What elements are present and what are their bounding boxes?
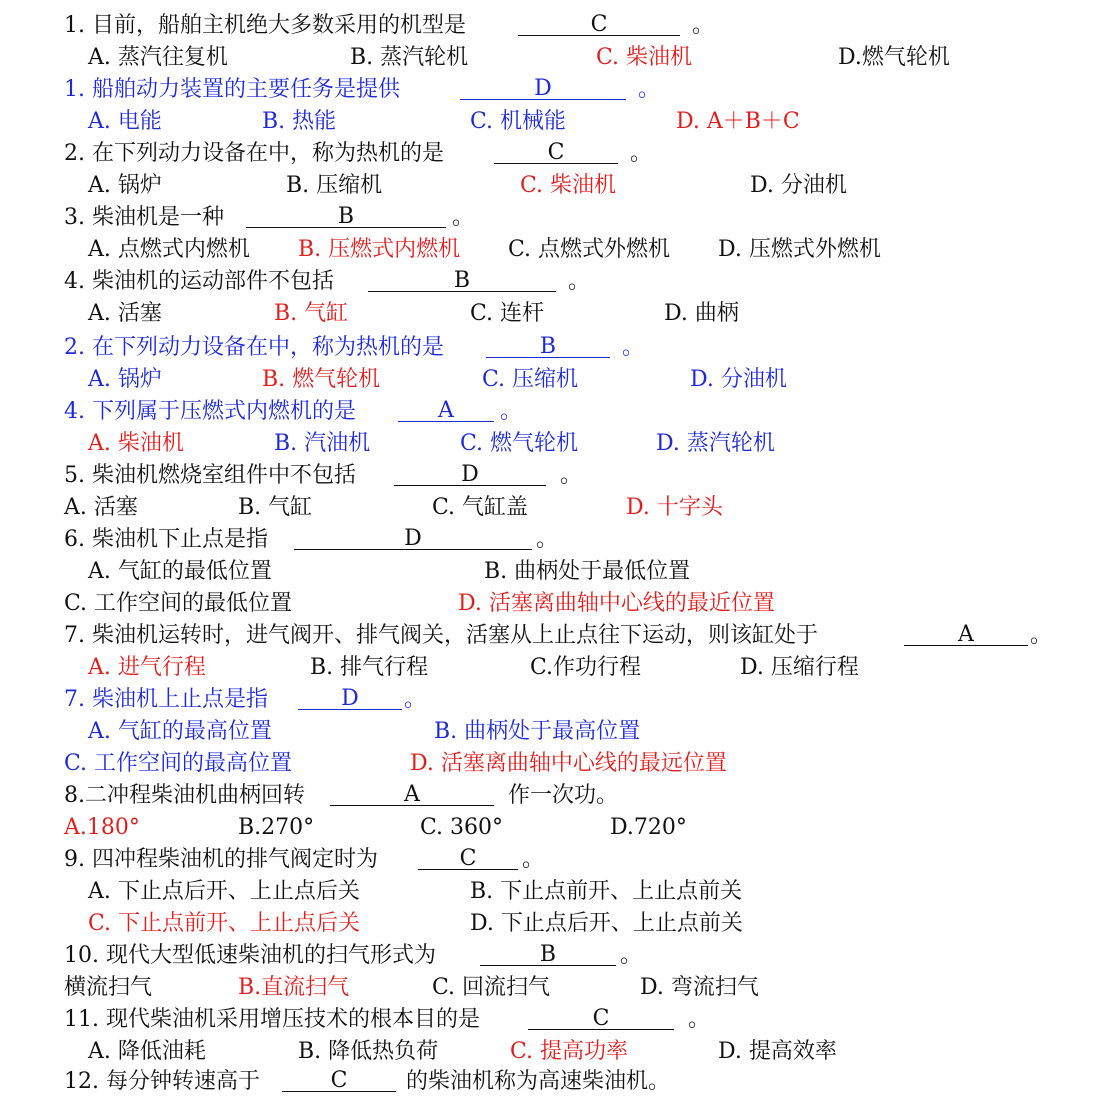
question-end: 。 [622,335,645,360]
question-end: 。 [536,527,559,552]
option: A. 锅炉 [88,173,162,198]
question-stem: 4. 下列属于压燃式内燃机的是 [64,399,356,424]
options-row [0,716,1100,748]
option-correct: C. 柴油机 [596,45,693,70]
question-row [0,940,1100,972]
question-stem: 2. 在下列动力设备在中，称为热机的是 [64,141,444,166]
options-row [0,364,1100,396]
option: B. 排气行程 [310,655,429,680]
question-row [0,684,1100,716]
option: C. 压缩机 [482,367,579,392]
options-row [0,652,1100,684]
option: D. 曲柄 [664,301,739,326]
option-correct: C. 下止点前开、上止点后关 [88,911,361,936]
question-row [0,524,1100,556]
answer-blank: B [480,940,616,966]
answer-blank: D [394,460,546,486]
answer-blank: D [460,74,626,100]
option: C. 燃气轮机 [460,431,579,456]
question-row [0,620,1100,652]
question-stem: 9. 四冲程柴油机的排气阀定时为 [64,847,378,872]
options-row [0,170,1100,202]
question-stem: 12. 每分钟转速高于 [64,1069,260,1094]
question-end: 。 [404,687,427,712]
question-stem: 3. 柴油机是一种 [64,205,224,230]
option: D.720° [610,815,687,840]
options-row [0,748,1100,780]
question-row [0,396,1100,428]
answer-blank: D [294,524,532,550]
question-end: 。 [452,205,475,230]
option-correct: A.180° [64,815,140,840]
question-end: 。 [630,141,653,166]
option: C. 连杆 [470,301,545,326]
options-row [0,876,1100,908]
option: C. 工作空间的最高位置 [64,751,293,776]
option: D. 弯流扫气 [640,975,759,1000]
option: D. 分油机 [750,173,847,198]
question-end: 的柴油机称为高速柴油机。 [406,1069,671,1094]
option: C. 点燃式外燃机 [508,237,671,262]
answer-blank: A [904,620,1028,646]
option: D. 提高效率 [718,1039,837,1064]
question-stem: 10. 现代大型低速柴油机的扫气形式为 [64,943,436,968]
option-correct: B. 压燃式内燃机 [298,237,461,262]
option: B. 降低热负荷 [298,1039,439,1064]
option: C. 360° [420,815,504,840]
option-correct: B. 燃气轮机 [262,367,381,392]
question-stem: 2. 在下列动力设备在中，称为热机的是 [64,335,444,360]
question-stem: 11. 现代柴油机采用增压技术的根本目的是 [64,1007,480,1032]
option: A. 气缸的最高位置 [88,719,272,744]
option: D. 压燃式外燃机 [718,237,881,262]
option-correct: B. 气缸 [274,301,349,326]
option: B. 曲柄处于最低位置 [484,559,691,584]
options-row [0,106,1100,138]
options-row [0,234,1100,266]
option-correct: C. 柴油机 [520,173,617,198]
question-stem: 8.二冲程柴油机曲柄回转 [64,783,305,808]
option: B. 蒸汽轮机 [350,45,469,70]
options-row [0,812,1100,844]
answer-blank: B [246,202,446,228]
option: D. 下止点后开、上止点前关 [470,911,743,936]
question-end: 。 [692,13,715,38]
option: B. 压缩机 [286,173,383,198]
option: A. 点燃式内燃机 [88,237,250,262]
option-correct: D. 活塞离曲轴中心线的最远位置 [410,751,727,776]
question-end: 。 [568,269,591,294]
question-end: 。 [620,943,643,968]
question-row [0,202,1100,234]
question-stem: 4. 柴油机的运动部件不包括 [64,269,334,294]
option: A. 锅炉 [88,367,162,392]
question-row [0,10,1100,42]
question-row [0,780,1100,812]
option: C. 机械能 [470,109,567,134]
question-stem: 6. 柴油机下止点是指 [64,527,268,552]
answer-blank: A [330,780,494,806]
option: A. 降低油耗 [88,1039,206,1064]
option: C. 工作空间的最低位置 [64,591,293,616]
question-row [0,1066,1100,1098]
options-row [0,588,1100,620]
question-row [0,266,1100,298]
option: C.作功行程 [530,655,642,680]
option: B. 曲柄处于最高位置 [434,719,641,744]
option: A. 气缸的最低位置 [88,559,272,584]
question-row [0,460,1100,492]
answer-blank: C [528,1004,674,1030]
option: A. 蒸汽往复机 [88,45,228,70]
question-stem: 7. 柴油机上止点是指 [64,687,268,712]
answer-blank: C [418,844,518,870]
option: D.燃气轮机 [838,45,950,70]
question-row [0,138,1100,170]
option: B. 气缸 [238,495,313,520]
question-end: 。 [522,847,545,872]
option: B. 汽油机 [274,431,371,456]
question-row [0,74,1100,106]
option: 横流扫气 [64,975,153,1000]
option: B.270° [238,815,315,840]
answer-blank: C [518,10,680,36]
question-row [0,332,1100,364]
question-stem: 5. 柴油机燃烧室组件中不包括 [64,463,356,488]
option: D. 压缩行程 [740,655,859,680]
option: C. 气缸盖 [432,495,529,520]
options-row [0,1036,1100,1068]
option: D. 分油机 [690,367,787,392]
option: A. 活塞 [64,495,138,520]
option: A. 活塞 [88,301,162,326]
answer-blank: C [282,1066,396,1092]
question-end: 。 [688,1007,711,1032]
options-row [0,556,1100,588]
option: A. 下止点后开、上止点后关 [88,879,360,904]
question-row [0,1004,1100,1036]
option: D. 蒸汽轮机 [656,431,775,456]
options-row [0,972,1100,1004]
option-correct: A. 柴油机 [88,431,184,456]
option-correct: B.直流扫气 [238,975,350,1000]
options-row [0,908,1100,940]
option-correct: D. 十字头 [626,495,723,520]
answer-blank: B [368,266,556,292]
option-correct: C. 提高功率 [510,1039,629,1064]
answer-blank: C [494,138,618,164]
option: B. 下止点前开、上止点前关 [470,879,743,904]
option-correct: D. A＋B＋C [676,109,800,134]
question-stem: 1. 目前，船舶主机绝大多数采用的机型是 [64,13,466,38]
question-end: 。 [500,399,523,424]
answer-blank: B [486,332,610,358]
option: B. 热能 [262,109,337,134]
question-end: 。 [1030,623,1053,648]
question-end: 。 [638,77,661,102]
question-stem: 1. 船舶动力装置的主要任务是提供 [64,77,400,102]
option-correct: D. 活塞离曲轴中心线的最近位置 [458,591,775,616]
options-row [0,42,1100,74]
answer-blank: D [298,684,402,710]
option-correct: A. 进气行程 [88,655,206,680]
answer-blank: A [398,396,494,422]
options-row [0,492,1100,524]
question-stem: 7. 柴油机运转时，进气阀开、排气阀关，活塞从上止点往下运动，则该缸处于 [64,623,818,648]
option: A. 电能 [88,109,162,134]
question-end: 作一次功。 [508,783,619,808]
options-row [0,298,1100,330]
options-row [0,428,1100,460]
question-row [0,844,1100,876]
option: C. 回流扫气 [432,975,551,1000]
question-end: 。 [560,463,583,488]
